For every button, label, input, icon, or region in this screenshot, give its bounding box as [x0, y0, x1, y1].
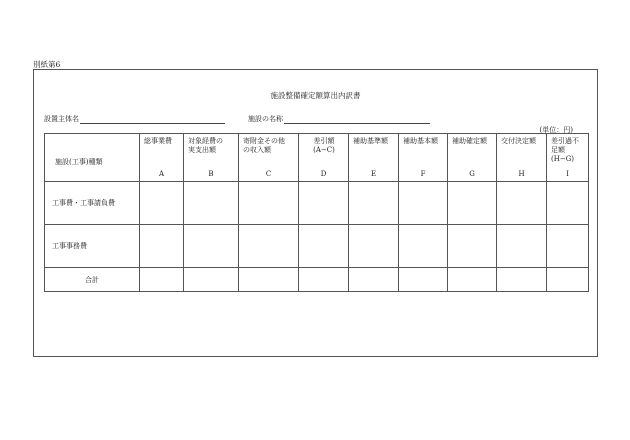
column-header-b [184, 134, 239, 182]
amount-cell-a[interactable] [140, 225, 184, 268]
entity-name-blank[interactable] [80, 115, 225, 124]
row-label: 工事費・工事請負費 [45, 182, 140, 225]
column-header-e [349, 134, 399, 182]
column-letter: F [420, 170, 426, 178]
amount-cell-d[interactable] [299, 225, 349, 268]
amount-cell-f[interactable] [399, 225, 448, 268]
breakdown-table [44, 133, 589, 292]
amount-cell-i[interactable] [547, 182, 589, 225]
column-letter: C [265, 170, 272, 178]
total-cell-c[interactable] [239, 268, 299, 292]
row-label: 工事事務費 [45, 225, 140, 268]
column-header-f [399, 134, 448, 182]
column-letter: A [158, 170, 165, 178]
column-header-d [299, 134, 349, 182]
total-cell-e[interactable] [349, 268, 399, 292]
amount-cell-b[interactable] [184, 225, 239, 268]
facility-name-field [248, 114, 430, 124]
column-letter: B [208, 170, 214, 178]
form-frame [33, 69, 598, 357]
annex-label: 別紙第6 [33, 60, 61, 69]
column-header-label: 補助基本額 [403, 137, 438, 145]
total-label: 合計 [45, 268, 140, 292]
column-header-label: 総事業費 [144, 137, 172, 145]
amount-cell-f[interactable] [399, 182, 448, 225]
column-header-label: 交付決定額 [501, 137, 536, 145]
document-title: 施設整備確定額算出内訳書 [270, 91, 361, 100]
total-cell-g[interactable] [448, 268, 497, 292]
unit-note: (単位：円) [539, 126, 573, 134]
column-header-label: 差引過不 足額 (H−G) [551, 137, 579, 163]
amount-cell-b[interactable] [184, 182, 239, 225]
column-header-label: 寄附金その他 の収入額 [243, 137, 285, 154]
column-letter: H [518, 170, 525, 178]
column-letter: G [469, 170, 475, 178]
amount-cell-e[interactable] [349, 182, 399, 225]
amount-cell-a[interactable] [140, 182, 184, 225]
total-cell-a[interactable] [140, 268, 184, 292]
total-cell-b[interactable] [184, 268, 239, 292]
column-header-label: 差引額 (A−C) [313, 137, 335, 154]
total-cell-h[interactable] [497, 268, 547, 292]
facility-name-blank[interactable] [284, 115, 430, 124]
corner-header-label: 施設(工事)種類 [55, 157, 103, 166]
amount-cell-d[interactable] [299, 182, 349, 225]
table-row [45, 182, 589, 225]
table-header-row [45, 134, 589, 182]
amount-cell-g[interactable] [448, 225, 497, 268]
column-header-a [140, 134, 184, 182]
facility-name-label: 施設の名称 [248, 115, 283, 123]
amount-cell-e[interactable] [349, 225, 399, 268]
total-row [45, 268, 589, 292]
corner-header-cell [45, 134, 140, 182]
column-letter: E [370, 170, 377, 178]
total-cell-i[interactable] [547, 268, 589, 292]
entity-name-field [44, 114, 225, 124]
total-cell-d[interactable] [299, 268, 349, 292]
column-header-label: 対象経費の 実支出額 [188, 137, 223, 154]
amount-cell-h[interactable] [497, 182, 547, 225]
column-header-label: 補助基準額 [353, 137, 388, 145]
column-letter: D [320, 170, 327, 178]
column-letter: I [566, 170, 569, 178]
column-header-h [497, 134, 547, 182]
column-header-c [239, 134, 299, 182]
column-header-label: 補助確定額 [452, 137, 487, 145]
amount-cell-g[interactable] [448, 182, 497, 225]
entity-name-label: 設置主体名 [44, 115, 79, 123]
total-cell-f[interactable] [399, 268, 448, 292]
amount-cell-i[interactable] [547, 225, 589, 268]
amount-cell-h[interactable] [497, 225, 547, 268]
amount-cell-c[interactable] [239, 182, 299, 225]
column-header-i [547, 134, 589, 182]
table-row [45, 225, 589, 268]
amount-cell-c[interactable] [239, 225, 299, 268]
column-header-g [448, 134, 497, 182]
